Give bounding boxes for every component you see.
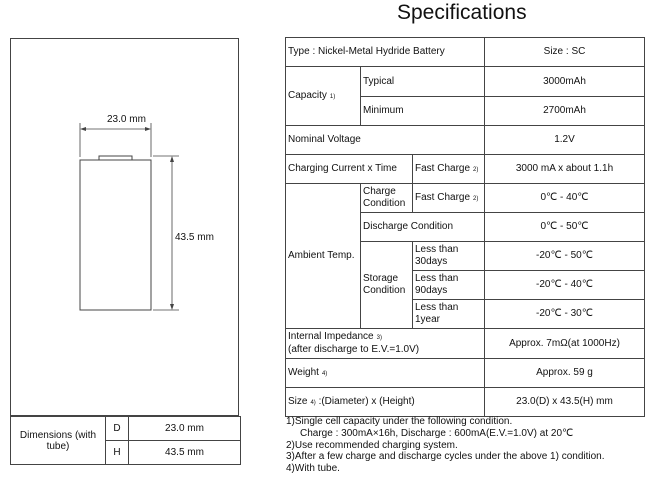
spec-row-size — [286, 388, 645, 417]
height-arrow-bottom — [170, 304, 174, 310]
fast-charge-label — [413, 155, 485, 184]
minimum-value: 2700mAh — [485, 97, 645, 126]
footnote-4: 4)With tube. — [286, 463, 340, 475]
size-label — [286, 388, 485, 417]
height-arrow-top — [170, 156, 174, 162]
footnote-1-condition: Charge : 300mA×16h, Discharge : 600mA(E.V.=1.0V) at 20℃ — [300, 427, 574, 439]
ambient-fast-charge-label — [413, 184, 485, 213]
size-cell: Size : SC — [485, 38, 645, 67]
fast-charge-note: 2) — [473, 166, 479, 173]
spec-row-charging — [286, 155, 645, 184]
cell-body-outline — [80, 160, 151, 310]
dimensions-label: Dimensions (with tube) — [11, 417, 106, 465]
impedance-value: Approx. 7mΩ(at 1000Hz) — [485, 329, 645, 359]
fast-charge-label-text: Fast Charge — [415, 162, 471, 174]
impedance-label — [286, 329, 485, 359]
storage-period-1year: Less than 1year — [413, 300, 485, 329]
dimension-key-h: H — [106, 441, 129, 465]
size-value: 23.0(D) x 43.5(H) mm — [485, 388, 645, 417]
storage-value-1year: -20℃ - 30℃ — [485, 300, 645, 329]
dimension-value-h: 43.5 mm — [129, 441, 241, 465]
footnote-3: 3)After a few charge and discharge cycles under the above 1) condition. — [286, 451, 605, 463]
cell-positive-cap — [99, 156, 132, 160]
ambient-fast-charge-text: Fast Charge — [415, 191, 471, 203]
storage-period-90days: Less than 90days — [413, 271, 485, 300]
footnote-2: 2)Use recommended charging system. — [286, 439, 458, 451]
footnote-1: 1)Single cell capacity under the following condition. — [286, 416, 513, 427]
spec-row-impedance — [286, 329, 645, 359]
type-cell: Type : Nickel-Metal Hydride Battery — [286, 38, 485, 67]
battery-drawing — [11, 39, 240, 417]
spec-row-type — [286, 38, 645, 67]
capacity-note: 1) — [329, 93, 336, 100]
ambient-temp-label: Ambient Temp. — [286, 184, 361, 329]
weight-label-text: Weight — [288, 366, 319, 378]
storage-condition-label: Storage Condition — [361, 242, 413, 329]
spec-row-typical — [286, 67, 645, 97]
impedance-label-text: Internal Impedance — [288, 331, 374, 342]
diameter-arrow-right — [145, 127, 151, 131]
spec-row-charge-condition — [286, 184, 645, 213]
minimum-label: Minimum — [361, 97, 485, 126]
impedance-note: 3) — [376, 335, 382, 341]
charge-condition-label: Charge Condition — [361, 184, 413, 213]
height-label: 43.5 mm — [175, 232, 214, 243]
size-note: 4) — [310, 399, 316, 406]
storage-value-30days: -20℃ - 50℃ — [485, 242, 645, 271]
capacity-label — [286, 67, 361, 126]
discharge-condition-label: Discharge Condition — [361, 213, 485, 242]
fast-charge-value: 3000 mA x about 1.1h — [485, 155, 645, 184]
dimension-key-d: D — [106, 417, 129, 441]
diameter-arrow-left — [80, 127, 86, 131]
storage-period-30days: Less than 30days — [413, 242, 485, 271]
weight-value: Approx. 59 g — [485, 359, 645, 388]
diameter-label: 23.0 mm — [107, 114, 146, 125]
ambient-fast-charge-note: 2) — [473, 195, 479, 202]
nominal-voltage-value: 1.2V — [485, 126, 645, 155]
weight-label — [286, 359, 485, 388]
size-label-rest: :(Diameter) x (Height) — [318, 395, 415, 407]
typical-label: Typical — [361, 67, 485, 97]
footnotes — [286, 416, 605, 475]
nominal-voltage-label: Nominal Voltage — [286, 126, 485, 155]
spec-table — [285, 37, 645, 417]
capacity-label-text: Capacity — [288, 89, 327, 101]
dimension-value-d: 23.0 mm — [129, 417, 241, 441]
weight-note: 4) — [321, 370, 328, 377]
size-label-text: Size — [288, 395, 308, 407]
charging-label: Charging Current x Time — [286, 155, 413, 184]
spec-row-weight — [286, 359, 645, 388]
storage-value-90days: -20℃ - 40℃ — [485, 271, 645, 300]
spec-row-voltage — [286, 126, 645, 155]
dimensions-table — [10, 416, 241, 465]
battery-drawing-panel — [10, 38, 239, 416]
impedance-sub: (after discharge to E.V.=1.0V) — [288, 344, 420, 355]
discharge-condition-value: 0℃ - 50℃ — [485, 213, 645, 242]
page-title: Specifications — [397, 1, 527, 24]
ambient-fast-charge-value: 0℃ - 40℃ — [485, 184, 645, 213]
typical-value: 3000mAh — [485, 67, 645, 97]
